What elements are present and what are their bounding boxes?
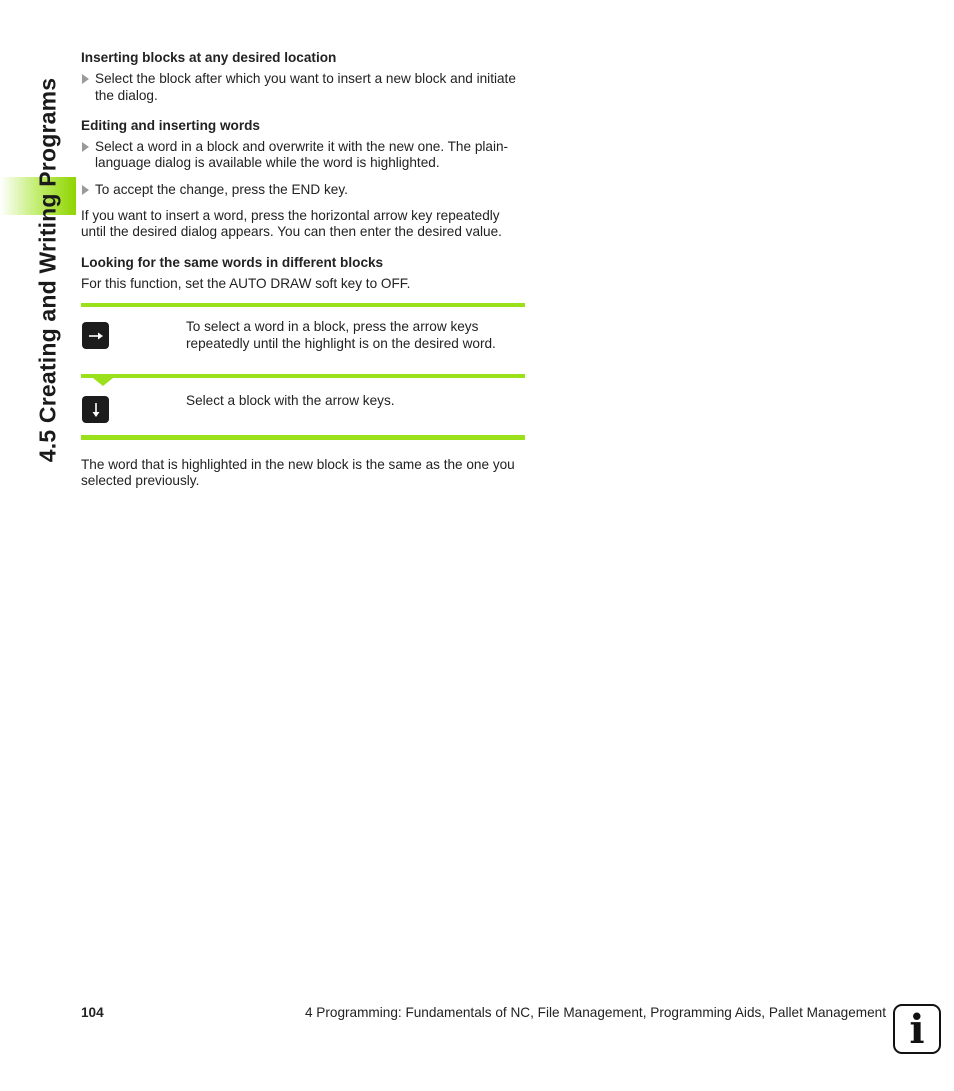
heading-edit-words: Editing and inserting words xyxy=(81,117,260,133)
main-content xyxy=(81,48,527,292)
table-rule-notch xyxy=(93,378,113,386)
bullet-triangle-icon xyxy=(82,74,89,84)
info-icon: i xyxy=(893,1004,941,1054)
right-arrow-key-icon xyxy=(82,322,109,349)
table-rule-bottom xyxy=(81,435,525,440)
bullet-triangle-icon xyxy=(82,142,89,152)
paragraph-auto-draw: For this function, set the AUTO DRAW soft key to OFF. xyxy=(81,275,411,291)
page-number: 104 xyxy=(81,1005,104,1020)
table-rule-top xyxy=(81,303,525,307)
heading-same-words: Looking for the same words in different blocks xyxy=(81,254,384,270)
closing-block xyxy=(81,457,527,490)
heading-insert-blocks: Inserting blocks at any desired location xyxy=(81,50,337,65)
bullet-insert-blocks xyxy=(81,71,527,104)
bullet-text: To accept the change, press the END key. xyxy=(95,181,348,197)
table-row-1-text: To select a word in a block, press the arrow keys repeatedly until the highlight is on the desired word. xyxy=(186,319,496,351)
footer-chapter-title: 4 Programming: Fundamentals of NC, File Management, Programming Aids, Pallet Management xyxy=(304,1005,886,1020)
bullet-text: Select the block after which you want to insert a new block and initiate the dialog. xyxy=(95,71,516,103)
bullet-text: Select a word in a block and overwrite it with the new one. The plain-language dialog is available while the word is highlighted. xyxy=(95,139,509,171)
paragraph-closing: The word that is highlighted in the new block is the same as the one you selected previously. xyxy=(81,457,515,489)
bullet-edit-words-2 xyxy=(81,182,527,198)
bullet-edit-words-1 xyxy=(81,139,527,172)
table-row-2-text: Select a block with the arrow keys. xyxy=(186,393,395,408)
table-rule-middle xyxy=(81,374,525,378)
side-chapter-title: 4.5 Creating and Writing Programs xyxy=(34,77,61,463)
bullet-triangle-icon xyxy=(82,185,89,195)
paragraph-insert-word: If you want to insert a word, press the horizontal arrow key repeatedly until the desired dialog appears. You can then enter the desired value. xyxy=(81,208,502,240)
down-arrow-key-icon xyxy=(82,396,109,423)
